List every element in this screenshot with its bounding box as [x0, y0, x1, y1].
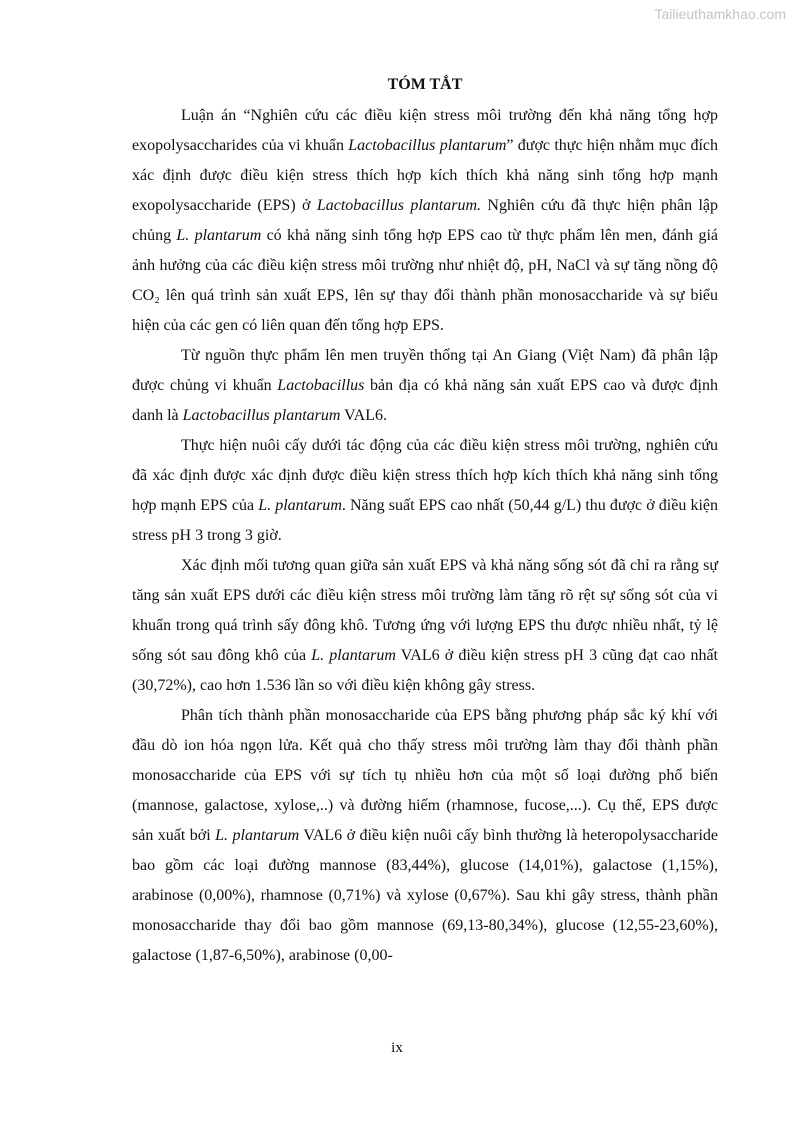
- text-run: Nghiên cứu đã thực hiện phân lập chủng: [132, 197, 719, 244]
- paragraph: [132, 101, 718, 341]
- paragraph: [132, 341, 718, 431]
- text-run: Xác định mối tương quan giữa sản xuất EPS và khả năng sống sót đã chỉ ra rằng sự tăng sản xuất EPS dưới các điều kiện stress môi trường làm tăng rõ rệt sự sống sót của vi khuẩn trong quá trình sấy đông khô. Tương ứng với lượng EPS thu được nhiều nhất, tỷ lệ sống sót sau đông khô của: [132, 557, 718, 664]
- text-run: Từ nguồn thực phẩm lên men truyền thống tại An Giang (Việt Nam) đã phân lập được chủng vi khuẩn: [132, 347, 718, 394]
- paragraph: [132, 701, 718, 971]
- abstract-body: [132, 101, 718, 971]
- italic-text-run: L. plantarum: [176, 227, 262, 244]
- page-number: ix: [391, 1040, 403, 1056]
- text-run: VAL6 ở điều kiện nuôi cấy bình thường là heteropolysaccharide bao gồm các loại đường mannose (83,44%), glucose (14,01%), galactose (1,15%), arabinose (0,00%), rhamnose (0,71%) và xylose (0,67%). Sau khi gây stress, thành phần monosaccharide thay đổi bao gồm mannose (69,13-80,34%), glucose (12,55-23,60%), galactose (1,87-6,50%), arabinose (0,00-: [132, 827, 718, 964]
- italic-text-run: Lactobacillus plantarum: [348, 137, 507, 154]
- italic-text-run: Lactobacillus: [277, 377, 365, 394]
- text-run: Phân tích thành phần monosaccharide của EPS bằng phương pháp sắc ký khí với đầu dò ion hóa ngọn lửa. Kết quả cho thấy stress môi trường làm thay đổi thành phần monosaccharide của EPS với sự tích tụ nhiều hơn của một số loại đường phổ biến (mannose, galactose, xylose,..) và đường hiếm (rhamnose, fucose,...). Cụ thể, EPS được sản xuất bởi: [132, 707, 718, 844]
- italic-text-run: Lactobacillus plantarum: [182, 407, 341, 424]
- italic-text-run: L. plantarum: [311, 647, 396, 664]
- text-run: VAL6 ở điều kiện stress pH 3 cũng đạt cao nhất (30,72%), cao hơn 1.536 lần so với điều kiện không gây stress.: [132, 647, 718, 694]
- text-run: có khả năng sinh tổng hợp EPS cao từ thực phẩm lên men, đánh giá ảnh hưởng của các điều kiện stress môi trường như nhiệt độ, pH, NaCl và sự tăng nồng độ CO₂ lên quá trình sản xuất EPS, lên sự thay đổi thành phần monosaccharide và sự biểu hiện của các gen có liên quan đến tổng hợp EPS.: [132, 227, 719, 334]
- paragraph: [132, 431, 718, 551]
- text-run: Thực hiện nuôi cấy dưới tác động của các điều kiện stress môi trường, nghiên cứu đã xác định được xác định được điều kiện stress thích hợp kích thích khả năng sinh tổng hợp mạnh EPS của: [132, 437, 718, 514]
- text-run: Luận án “Nghiên cứu các điều kiện stress môi trường đến khả năng tổng hợp exopolysaccharides của vi khuẩn: [132, 107, 718, 154]
- text-run: ” được thực hiện nhằm mục đích xác định được điều kiện stress thích hợp kích thích khả năng sinh tổng hợp mạnh exopolysaccharide (EPS) ở: [132, 137, 718, 214]
- text-run: bản địa có khả năng sản xuất EPS cao và được định danh là: [132, 377, 718, 424]
- document-page: [132, 70, 718, 971]
- italic-text-run: L. plantarum: [258, 497, 342, 514]
- text-run: . Năng suất EPS cao nhất (50,44 g/L) thu được ở điều kiện stress pH 3 trong 3 giờ.: [132, 497, 719, 544]
- watermark: Tailieuthamkhao.com: [654, 6, 786, 22]
- paragraph: [132, 551, 718, 701]
- page-title: TÓM TẮT: [387, 76, 463, 93]
- italic-text-run: L. plantarum: [215, 827, 300, 844]
- italic-text-run: Lactobacillus plantarum.: [316, 197, 482, 214]
- text-run: VAL6.: [340, 407, 387, 424]
